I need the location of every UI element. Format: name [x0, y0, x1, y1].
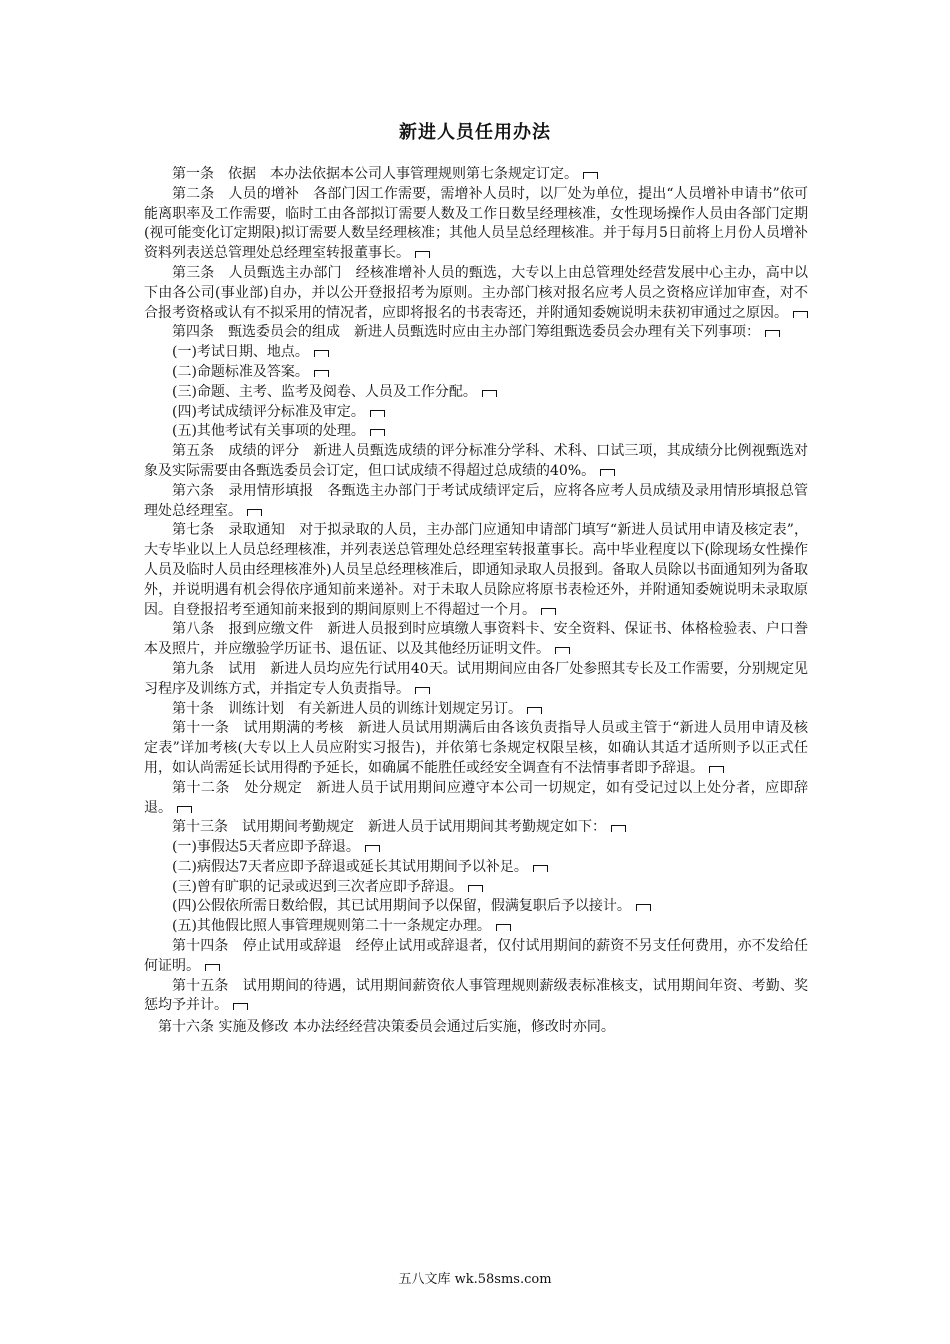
- paragraph-mark-icon: [496, 924, 511, 931]
- paragraph-text: (四)公假依所需日数给假，其已试用期间予以保留，假满复职后予以接计。: [172, 898, 631, 915]
- article-paragraph: [144, 482, 808, 522]
- paragraph-mark-icon: [370, 410, 385, 417]
- article-paragraph: [144, 620, 808, 660]
- paragraph-mark-icon: [541, 608, 556, 615]
- paragraph-text: (三)命题、主考、监考及阅卷、人员及工作分配。: [172, 383, 477, 400]
- paragraph-mark-icon: [370, 429, 385, 436]
- paragraph-mark-icon: [468, 885, 483, 892]
- paragraph-text: 第七条 录取通知 对于拟录取的人员，主办部门应通知申请部门填写“新进人员试用申请及核定表”，大专毕业以上人员总经理核准，并列表送总管理处总经理室转报董事长。高中毕业程度以下(除现场女性操作人员及临时人员由经理核准外)人员呈总经理核准后，即通知录取人员报到。备取人员除以书面通知列为备取外，并说明遇有机会得依序通知前来递补。对于未取人员除应将原书表检还外，并附通知委婉说明未录取原因。自登报招考至通知前来报到的期间原则上不得超过一个月。: [144, 522, 808, 618]
- article-paragraph: [144, 403, 808, 423]
- paragraph-text: 第十四条 停止试用或辞退 经停止试用或辞退者，仅付试用期间的薪资不另支任何费用，亦不发给任何证明。: [144, 938, 808, 974]
- paragraph-mark-icon: [527, 707, 542, 714]
- paragraph-mark-icon: [600, 469, 615, 476]
- article-paragraph: [144, 917, 808, 937]
- paragraph-mark-icon: [765, 330, 780, 337]
- article-paragraph: [144, 818, 808, 838]
- paragraph-text: 第十条 训练计划 有关新进人员的训练计划规定另订。: [172, 700, 522, 717]
- paragraph-text: 第十六条 实施及修改 本办法经经营决策委员会通过后实施，修改时亦同。: [158, 1019, 615, 1036]
- article-paragraph: [144, 363, 808, 383]
- article-paragraph: [144, 700, 808, 720]
- paragraph-text: (一)考试日期、地点。: [172, 344, 309, 361]
- paragraph-text: 第十一条 试用期满的考核 新进人员试用期满后由各该负责指导人员或主管于“新进人员用申请及核定表”详加考核(大专以上人员应附实习报告)，并依第七条规定权限呈核，如确认其适才适所则予以正式任用，如认尚需延长试用得酌予延长，如确属不能胜任或经安全调查有不法情事者即予辞退。: [144, 720, 808, 776]
- paragraph-mark-icon: [482, 390, 497, 397]
- paragraph-mark-icon: [583, 172, 598, 179]
- article-paragraph: [144, 383, 808, 403]
- paragraph-text: 第十二条 处分规定 新进人员于试用期间应遵守本公司一切规定，如有受记过以上处分者，应即辞退。: [144, 779, 808, 816]
- article-paragraph: [144, 937, 808, 977]
- article-paragraph: [144, 323, 808, 343]
- paragraph-mark-icon: [611, 825, 626, 832]
- paragraph-text: (二)病假达7天者应即予辞退或延长其试用期间予以补足。: [172, 858, 528, 875]
- article-paragraph: [144, 838, 808, 858]
- paragraph-text: (三)曾有旷职的记录或迟到三次者应即予辞退。: [172, 878, 463, 895]
- article-paragraph: [144, 660, 808, 700]
- paragraph-text: (四)考试成绩评分标准及审定。: [172, 403, 365, 420]
- paragraph-mark-icon: [247, 509, 262, 516]
- article-paragraph: [144, 422, 808, 442]
- paragraph-mark-icon: [314, 350, 329, 357]
- paragraph-text: (五)其他考试有关事项的处理。: [172, 423, 365, 440]
- article-paragraph: [144, 521, 808, 620]
- paragraph-text: 第二条 人员的增补 各部门因工作需要，需增补人员时，以厂处为单位，提出“人员增补申请书”依可能离职率及工作需要，临时工由各部拟订需要人数及工作日数呈经理核准，女性现场操作人员由各部门定期(视可能变化订定期限)拟订需要人数呈经理核准；其他人员呈总经理核准。并于每月5日前将上月份人员增补资料列表送总管理处总经理室转报董事长。: [144, 185, 808, 262]
- article-paragraph: [144, 897, 808, 917]
- article-paragraph: [144, 719, 808, 778]
- article-paragraph: [144, 779, 808, 819]
- paragraph-mark-icon: [314, 370, 329, 377]
- paragraph-text: 第十三条 试用期间考勤规定 新进人员于试用期间其考勤规定如下：: [172, 819, 606, 836]
- article-paragraph: [144, 858, 808, 878]
- document-title: 新进人员任用办法: [399, 122, 551, 143]
- paragraph-mark-icon: [365, 845, 380, 852]
- footer-watermark: 五八文库 wk.58sms.com: [398, 1272, 552, 1287]
- paragraph-text: (五)其他假比照人事管理规则第二十一条规定办理。: [172, 918, 491, 935]
- paragraph-text: 第九条 试用 新进人员均应先行试用40天。试用期间应由各厂处参照其专长及工作需要，分别规定见习程序及训练方式，并指定专人负责指导。: [144, 660, 808, 697]
- paragraph-mark-icon: [205, 964, 220, 971]
- paragraph-text: 第四条 甄选委员会的组成 新进人员甄选时应由主办部门筹组甄选委员会办理有关下列事项：: [172, 324, 760, 341]
- article-paragraph: [144, 1018, 808, 1038]
- paragraph-mark-icon: [793, 311, 808, 318]
- paragraph-mark-icon: [709, 766, 724, 773]
- paragraph-text: 第六条 录用情形填报 各甄选主办部门于考试成绩评定后，应将各应考人员成绩及录用情形填报总管理处总经理室。: [144, 482, 808, 519]
- article-paragraph: [144, 165, 808, 185]
- paragraph-mark-icon: [415, 251, 430, 258]
- document-body: [144, 165, 808, 1038]
- paragraph-mark-icon: [555, 647, 570, 654]
- paragraph-text: 第十五条 试用期间的待遇，试用期间薪资依人事管理规则薪级表标准核支，试用期间年资、考勤、奖惩均予并计。: [144, 977, 808, 1014]
- paragraph-mark-icon: [177, 806, 192, 813]
- paragraph-text: 第三条 人员甄选主办部门 经核准增补人员的甄选，大专以上由总管理处经营发展中心主办，高中以下由各公司(事业部)自办，并以公开登报招考为原则。主办部门核对报名应考人员之资格应详加审查，对不合报考资格或认有不拟采用的情况者，应即将报名的书表寄还，并附通知委婉说明未获初审通过之原因。: [144, 264, 808, 321]
- paragraph-mark-icon: [233, 1003, 248, 1010]
- paragraph-text: 第一条 依据 本办法依据本公司人事管理规则第七条规定订定。: [172, 166, 578, 182]
- paragraph-text: 第八条 报到应缴文件 新进人员报到时应填缴人事资料卡、安全资料、保证书、体格检验表、户口誊本及照片，并应缴验学历证书、退伍证、以及其他经历证明文件。: [144, 621, 808, 658]
- article-paragraph: [144, 878, 808, 898]
- paragraph-mark-icon: [415, 687, 430, 694]
- article-paragraph: [144, 442, 808, 482]
- article-paragraph: [144, 343, 808, 363]
- paragraph-text: (二)命题标准及答案。: [172, 363, 309, 380]
- paragraph-mark-icon: [636, 904, 651, 911]
- paragraph-mark-icon: [533, 865, 548, 872]
- article-paragraph: [144, 185, 808, 264]
- article-paragraph: [144, 264, 808, 323]
- article-paragraph: [144, 977, 808, 1017]
- paragraph-text: 第五条 成绩的评分 新进人员甄选成绩的评分标准分学科、术科、口试三项，其成绩分比例视甄选对象及实际需要由各甄选委员会订定，但口试成绩不得超过总成绩的40%。: [144, 443, 808, 479]
- paragraph-text: (一)事假达5天者应即予辞退。: [172, 839, 360, 856]
